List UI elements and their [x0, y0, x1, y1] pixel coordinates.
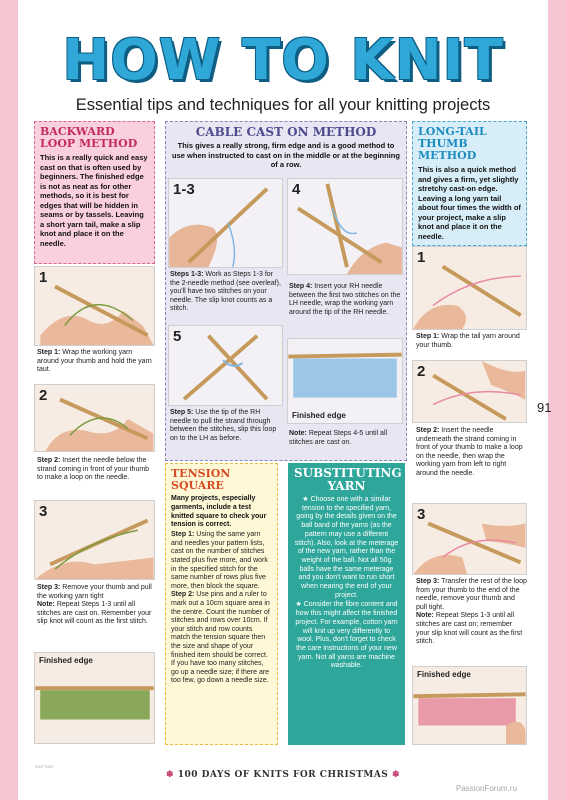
footer [0, 770, 566, 780]
step-label: Steps 1-3: [170, 271, 204, 278]
step-number: 4 [292, 181, 301, 198]
credit-text: KNITTING [35, 764, 54, 769]
long-tail-step2-photo [412, 360, 527, 423]
cable-note-text [289, 430, 403, 447]
backward-loop-intro-panel [34, 121, 155, 264]
cable-step4-photo [287, 178, 403, 275]
finished-edge-illustration [35, 653, 154, 743]
hand-yarn-illustration [35, 267, 154, 345]
step-number: 1 [417, 249, 426, 266]
paragraph-text: Consider the fibre content and how this might affect the finished project. For example, cotton yarn will knit up very differently to wool. Plus, don't forget to check the care instructions of your new yarn. Not all yarns are machine washable. [295, 601, 398, 670]
backward-step3-photo [34, 500, 155, 580]
tension-step1-text [171, 531, 272, 591]
cable-steps13-text [170, 271, 283, 314]
step-number: 2 [417, 363, 426, 380]
step-body: Use the tip of the RH needle to pull the strand through between the stitches, slip this loop on to the LH as before. [170, 409, 277, 442]
backward-step2-text [37, 457, 155, 483]
note-label: Note: [416, 612, 434, 620]
step-body: Work as Steps 1-3 for the 2-needle method (see overleaf), you'll have two stitches on your needle. The slip knot counts as a stitch. [170, 271, 281, 313]
step-label: Step 1: [171, 531, 195, 539]
step-number: 1-3 [173, 181, 195, 198]
paragraph-text: Choose one with a similar tension to the specified yarn, going by the details given on the ball band of the yarns (as the pattern may use a different stitch). Also, look at the meterage of the new yarn, rather than the weight of the ball. Not all 50g balls have the same meterage and you don't want to run short when nearing the end of your project. [294, 496, 399, 599]
step-label: Step 2: [416, 427, 440, 434]
hand-yarn-illustration [413, 361, 526, 422]
note-label: Note: [37, 601, 55, 609]
footer-text: 100 DAYS OF KNITS FOR CHRISTMAS [177, 770, 389, 780]
step-body: Use pins and a ruler to mark out a 10cm square area in the centre. Count the number of stitches and rows over 10cm. If your stitch and row counts match the tension square then the size and shape of your finished item should be correct. If you have too many stitches, go up a needle size; if there are too few, go down a needle size. [171, 591, 270, 685]
finished-edge-caption: Finished edge [39, 656, 93, 665]
step-body: Insert your RH needle between the first two stitches on the LH needle, wrap the working yarn around the tip of the RH needle. [289, 283, 401, 316]
tension-square-panel [165, 463, 278, 745]
backward-step1-text [37, 349, 155, 375]
backward-loop-title: BACKWARD LOOP METHOD [40, 125, 138, 150]
watermark: PassionForum.ru [456, 784, 517, 793]
step-number: 3 [39, 503, 48, 520]
tension-square-intro: Many projects, especially garments, include a test knitted square to check your tension is correct. [171, 495, 267, 529]
backward-step3-text [37, 584, 155, 627]
snowflake-icon: ❄ [391, 770, 400, 780]
long-tail-step3-text [416, 578, 527, 647]
step-label: Step 5: [170, 409, 194, 416]
star-icon: ★ [302, 496, 309, 503]
step-body: Using the same yarn and needles your pattern lists, cast on the number of stitches stated plus five more, and work in the specified stitch for the same number of rows plus five more, then block the square. [171, 531, 268, 590]
long-tail-step1-photo [412, 246, 527, 330]
page-title: HOW TO KNIT [62, 28, 504, 93]
step-label: Step 1: [416, 333, 440, 340]
backward-step1-photo [34, 266, 155, 346]
step-number: 3 [417, 506, 426, 523]
long-tail-title: LONG-TAIL THUMB METHOD [418, 125, 487, 162]
step-label: Step 4: [289, 283, 313, 290]
step-label: Step 3: [416, 578, 440, 585]
snowflake-icon: ❄ [166, 770, 175, 780]
page-subtitle: Essential tips and techniques for all your knitting projects [75, 96, 491, 114]
long-tail-step2-text [416, 427, 527, 479]
hand-yarn-illustration [413, 247, 526, 329]
step-body: Wrap the tail yarn around your thumb. [416, 333, 520, 349]
note-label: Note: [289, 430, 307, 437]
backward-step2-photo [34, 384, 155, 452]
cable-cast-on-intro: This gives a really strong, firm edge and is a good method to use when instructed to cast on in the middle or at the beginning of a row. [172, 141, 400, 169]
star-icon: ★ [295, 601, 302, 609]
backward-finished-photo [34, 652, 155, 744]
hand-yarn-illustration [413, 504, 526, 574]
note-body: Repeat Steps 1-3 until all stitches are cast on; remember your slip knot will count as the first stitch. [416, 612, 523, 646]
finished-edge-caption: Finished edge [417, 670, 471, 679]
substituting-para-1 [294, 496, 399, 600]
long-tail-intro: This is also a quick method and gives a firm, yet slightly stretchy cast-on edge. Leaving a long yarn tail about four times the width of your project, make a slip knot and place it on the needle. [418, 165, 521, 241]
step-number: 2 [39, 387, 48, 404]
hand-yarn-illustration [35, 501, 154, 579]
tension-square-title: TENSION SQUARE [171, 467, 231, 492]
finished-edge-caption: Finished edge [292, 411, 346, 420]
step-body: Insert the needle below the strand coming in front of your thumb to make a loop on the needle. [37, 457, 150, 482]
step-body: Remove your thumb and pull the working yarn tight [37, 584, 152, 600]
step-number: 5 [173, 328, 182, 345]
note-body: Repeat Steps 1-3 until all stitches are cast on. Remember your slip knot will count as the first stitch. [37, 601, 152, 626]
long-tail-step1-text [416, 333, 527, 350]
cable-finished-photo [287, 338, 403, 424]
step-label: Step 2: [37, 457, 61, 464]
cable-cast-on-title: CABLE CAST ON METHOD [195, 125, 377, 139]
cable-step5-text [170, 409, 283, 443]
step-body: Transfer the rest of the loop from your thumb to the end of the needle, remove your thumb and pull tight. [416, 578, 527, 611]
backward-loop-intro: This is a really quick and easy cast on that is often used by beginners. The finished edge is not as neat as for other methods, so it is best for edges that will be hidden in seams or by tassels. Leaving a short yarn tail, make a slip knot and place it on the needle. [40, 153, 148, 248]
hand-yarn-illustration [35, 385, 154, 451]
page-number: 91 [537, 400, 552, 415]
long-tail-step3-photo [412, 503, 527, 575]
step-number: 1 [39, 269, 48, 286]
cable-step5-photo [168, 325, 283, 406]
substituting-yarn-title: SUBSTITUTING YARN [294, 466, 402, 493]
step-label: Step 3: [37, 584, 61, 591]
substituting-para-2 [294, 601, 399, 671]
substituting-yarn-panel [288, 463, 405, 745]
tension-step2-text [171, 591, 272, 686]
step-label: Step 1: [37, 349, 61, 356]
cable-step4-text [289, 283, 403, 317]
long-tail-finished-photo [412, 666, 527, 745]
long-tail-intro-panel [412, 121, 527, 246]
note-body: Repeat Steps 4-5 until all stitches are cast on. [289, 430, 388, 446]
step-body: Wrap the working yarn around your thumb and hold the yarn taut. [37, 349, 152, 374]
hand-needle-illustration [288, 179, 402, 274]
cable-steps13-photo [168, 178, 283, 268]
hand-needle-illustration [169, 326, 282, 405]
step-label: Step 2: [171, 591, 195, 599]
step-body: Insert the needle underneath the strand coming in front of your thumb to make a loop on the needle, then wrap the working yarn from left to right around the needle. [416, 427, 523, 477]
